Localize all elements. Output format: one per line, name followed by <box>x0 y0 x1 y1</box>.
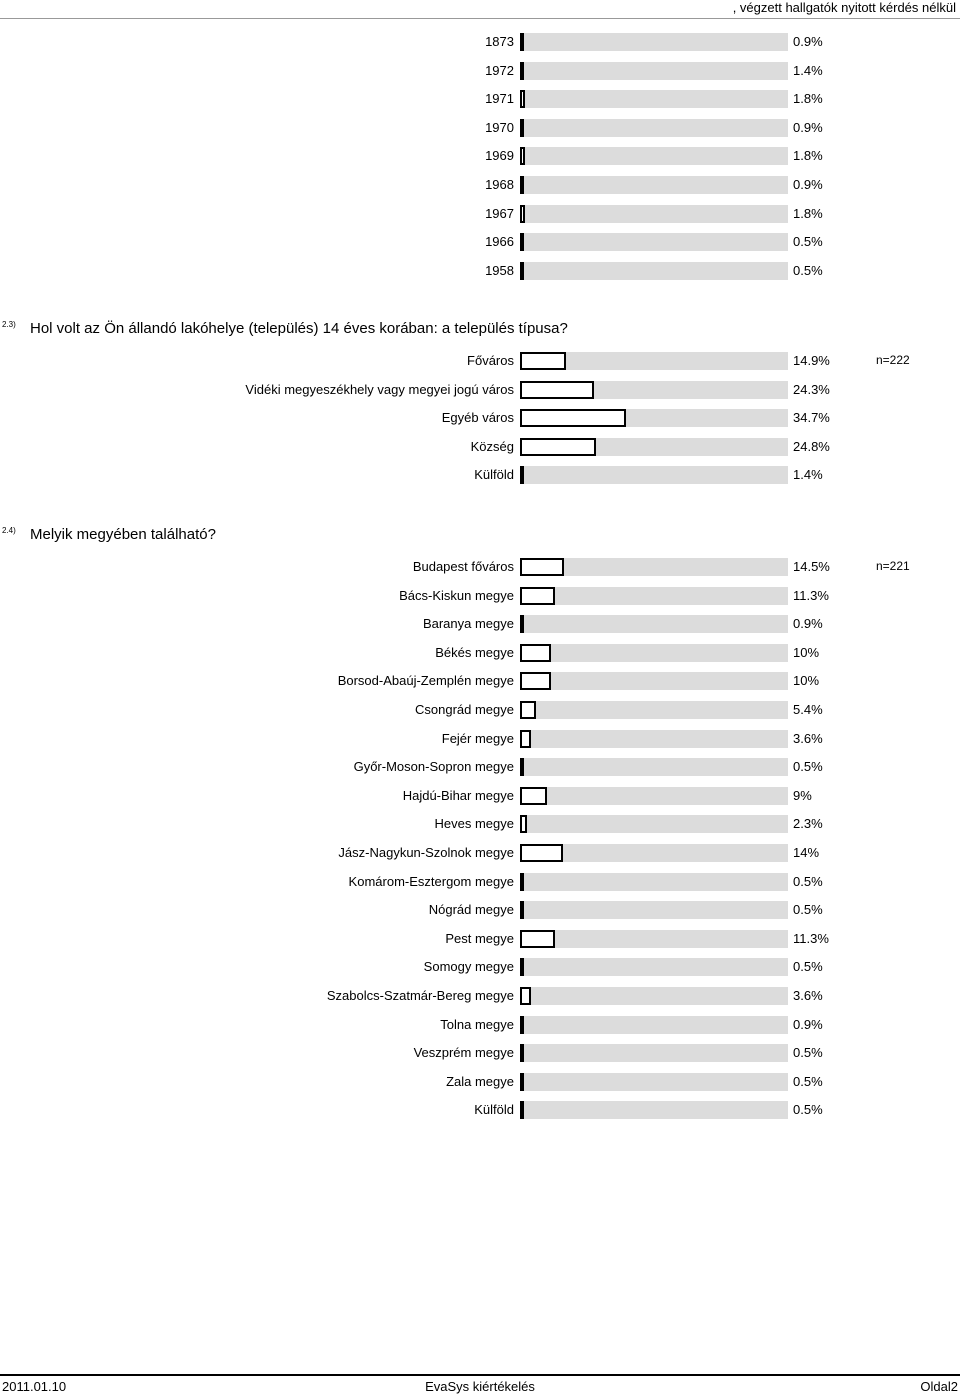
bar-label: 1970 <box>485 119 514 135</box>
bar-fill <box>520 62 524 80</box>
bar-row <box>0 204 960 224</box>
bar-fill <box>520 844 563 862</box>
bar-track <box>520 930 788 948</box>
bar-track <box>520 176 788 194</box>
footer-title: EvaSys kiértékelés <box>425 1379 535 1394</box>
bar-fill <box>520 262 524 280</box>
question-title: Hol volt az Ön állandó lakóhelye (település) 14 éves korában: a település típusa? <box>30 320 568 337</box>
bar-row <box>0 465 960 485</box>
bar-row <box>0 118 960 138</box>
bar-percent: 11.3% <box>793 587 829 603</box>
question-number: 2.4) <box>2 526 16 535</box>
bar-label: Külföld <box>474 467 514 483</box>
bar-label: Veszprém megye <box>413 1045 514 1061</box>
bar-percent: 1.8% <box>793 91 823 107</box>
bar-row <box>0 437 960 457</box>
bar-track <box>520 901 788 919</box>
bar-percent: 0.5% <box>793 873 823 889</box>
bar-percent: 24.3% <box>793 381 830 397</box>
bar-track <box>520 205 788 223</box>
bar-fill <box>520 352 566 370</box>
bar-label: 1958 <box>485 262 514 278</box>
bar-fill <box>520 901 524 919</box>
bar-percent: 1.4% <box>793 467 823 483</box>
bar-label: Pest megye <box>445 930 514 946</box>
bar-label: Bács-Kiskun megye <box>399 587 514 603</box>
sample-size: n=221 <box>876 559 910 573</box>
bar-percent: 0.9% <box>793 616 823 632</box>
bar-row <box>0 1015 960 1035</box>
bar-label: Szabolcs-Szatmár-Bereg megye <box>326 988 514 1003</box>
bar-percent: 14.5% <box>793 559 830 574</box>
bar-fill <box>520 987 531 1005</box>
header-divider <box>0 18 960 19</box>
bar-label: Csongrád megye <box>415 702 514 717</box>
bar-percent: 24.8% <box>793 438 830 454</box>
bar-fill <box>520 787 547 805</box>
bar-fill <box>520 119 524 137</box>
bar-percent: 0.5% <box>793 1045 823 1061</box>
bar-percent: 10% <box>793 644 820 660</box>
bar-label: Fejér megye <box>441 730 514 746</box>
bar-track <box>520 409 788 427</box>
bar-fill <box>520 33 524 51</box>
bar-label: Hajdú-Bihar megye <box>402 787 514 803</box>
footer-divider <box>0 1374 960 1376</box>
bar-track <box>520 1016 788 1034</box>
bar-percent: 0.5% <box>793 902 823 918</box>
bar-track <box>520 90 788 108</box>
bar-row <box>0 900 960 920</box>
bar-fill <box>520 409 626 427</box>
bar-track <box>520 958 788 976</box>
bar-fill <box>520 873 524 891</box>
bar-track <box>520 701 788 719</box>
bar-label: 1969 <box>485 148 514 164</box>
bar-row <box>0 814 960 834</box>
bar-fill <box>520 1073 524 1091</box>
bar-track <box>520 587 788 605</box>
bar-percent: 0.5% <box>793 1102 823 1118</box>
bar-percent: 2.3% <box>793 816 823 832</box>
bar-track <box>520 62 788 80</box>
bar-fill <box>520 644 551 662</box>
bar-percent: 0.5% <box>793 262 823 278</box>
bar-percent: 0.9% <box>793 177 823 192</box>
bar-label: Egyéb város <box>441 410 514 426</box>
bar-row <box>0 729 960 749</box>
bar-fill <box>520 730 531 748</box>
bar-percent: 34.7% <box>793 410 830 426</box>
bar-fill <box>520 381 594 399</box>
bar-percent: 10% <box>793 673 820 689</box>
footer-page-number: Oldal2 <box>920 1379 958 1394</box>
bar-row <box>0 929 960 949</box>
bar-label: Község <box>470 438 514 454</box>
bar-row <box>0 986 960 1006</box>
bar-label: 1971 <box>485 91 514 107</box>
bar-row <box>0 614 960 634</box>
bar-track <box>520 873 788 891</box>
bar-label: Nógrád megye <box>428 902 514 918</box>
bar-row <box>0 261 960 281</box>
bar-track <box>520 644 788 662</box>
bar-label: Vidéki megyeszékhely vagy megyei jogú város <box>245 381 514 397</box>
bar-label: Baranya megye <box>422 616 514 632</box>
bar-percent: 0.5% <box>793 959 823 975</box>
bar-label: Zala megye <box>446 1073 514 1089</box>
bar-label: Tolna megye <box>440 1016 514 1032</box>
bar-row <box>0 1100 960 1120</box>
bar-label: Békés megye <box>435 644 514 660</box>
bar-label: Jász-Nagykun-Szolnok megye <box>338 845 514 860</box>
bar-label: Győr-Moson-Sopron megye <box>353 759 514 775</box>
bar-track <box>520 438 788 456</box>
bar-fill <box>520 930 555 948</box>
bar-row <box>0 872 960 892</box>
bar-row <box>0 408 960 428</box>
bar-percent: 0.9% <box>793 34 823 49</box>
bar-row <box>0 557 960 577</box>
bar-fill <box>520 758 524 776</box>
bar-fill <box>520 233 524 251</box>
bar-row <box>0 232 960 252</box>
bar-track <box>520 1101 788 1119</box>
bar-track <box>520 987 788 1005</box>
bar-row <box>0 957 960 977</box>
bar-label: Főváros <box>467 353 514 368</box>
question-title: Melyik megyében található? <box>30 526 216 543</box>
bar-percent: 14.9% <box>793 353 830 368</box>
bar-percent: 0.5% <box>793 759 823 775</box>
bar-track <box>520 466 788 484</box>
bar-row <box>0 643 960 663</box>
bar-track <box>520 1044 788 1062</box>
bar-fill <box>520 1044 524 1062</box>
bar-row <box>0 146 960 166</box>
bar-track <box>520 119 788 137</box>
bar-percent: 11.3% <box>793 930 829 946</box>
bar-percent: 0.9% <box>793 119 823 135</box>
bar-track <box>520 787 788 805</box>
bar-row <box>0 175 960 195</box>
bar-fill <box>520 147 525 165</box>
bar-percent: 1.8% <box>793 205 823 221</box>
bar-fill <box>520 815 527 833</box>
bar-row <box>0 32 960 52</box>
bar-track <box>520 558 788 576</box>
bar-label: Budapest főváros <box>412 559 514 574</box>
bar-percent: 0.5% <box>793 1073 823 1089</box>
bar-percent: 3.6% <box>793 730 823 746</box>
bar-fill <box>520 672 551 690</box>
footer-date: 2011.01.10 <box>2 1379 67 1394</box>
bar-row <box>0 671 960 691</box>
bar-row <box>0 757 960 777</box>
bar-track <box>520 381 788 399</box>
bar-label: Heves megye <box>434 816 514 832</box>
bar-fill <box>520 438 596 456</box>
bar-label: Külföld <box>474 1102 514 1118</box>
question-number: 2.3) <box>2 320 16 329</box>
bar-percent: 5.4% <box>793 702 823 717</box>
bar-fill <box>520 958 524 976</box>
sample-size: n=222 <box>876 353 910 367</box>
bar-row <box>0 1072 960 1092</box>
bar-percent: 1.8% <box>793 148 823 164</box>
bar-track <box>520 844 788 862</box>
bar-track <box>520 672 788 690</box>
bar-fill <box>520 701 536 719</box>
bar-label: 1873 <box>485 34 514 49</box>
page-header-text: , végzett hallgatók nyitott kérdés nélkül <box>732 0 956 15</box>
bar-fill <box>520 90 525 108</box>
bar-row <box>0 700 960 720</box>
bar-track <box>520 1073 788 1091</box>
bar-fill <box>520 205 525 223</box>
bar-percent: 0.9% <box>793 1016 823 1032</box>
bar-row <box>0 351 960 371</box>
bar-row <box>0 61 960 81</box>
bar-percent: 0.5% <box>793 234 823 250</box>
bar-fill <box>520 176 524 194</box>
bar-row <box>0 786 960 806</box>
bar-fill <box>520 558 564 576</box>
bar-fill <box>520 1101 524 1119</box>
bar-percent: 14% <box>793 845 820 860</box>
bar-track <box>520 262 788 280</box>
bar-row <box>0 1043 960 1063</box>
bar-label: Borsod-Abaúj-Zemplén megye <box>337 673 514 689</box>
bar-fill <box>520 587 555 605</box>
bar-track <box>520 33 788 51</box>
bar-row <box>0 586 960 606</box>
bar-fill <box>520 1016 524 1034</box>
bar-track <box>520 615 788 633</box>
bar-label: 1967 <box>485 205 514 221</box>
bar-percent: 9% <box>793 787 812 803</box>
bar-label: Somogy megye <box>423 959 514 975</box>
bar-row <box>0 380 960 400</box>
bar-row <box>0 843 960 863</box>
bar-label: Komárom-Esztergom megye <box>348 873 514 889</box>
bar-fill <box>520 615 524 633</box>
bar-fill <box>520 466 524 484</box>
bar-track <box>520 730 788 748</box>
bar-track <box>520 233 788 251</box>
bar-track <box>520 758 788 776</box>
bar-label: 1968 <box>485 177 514 192</box>
bar-track <box>520 815 788 833</box>
bar-percent: 3.6% <box>793 988 823 1003</box>
bar-percent: 1.4% <box>793 62 823 78</box>
bar-row <box>0 89 960 109</box>
bar-track <box>520 147 788 165</box>
bar-label: 1966 <box>485 234 514 250</box>
bar-track <box>520 352 788 370</box>
bar-label: 1972 <box>485 62 514 78</box>
